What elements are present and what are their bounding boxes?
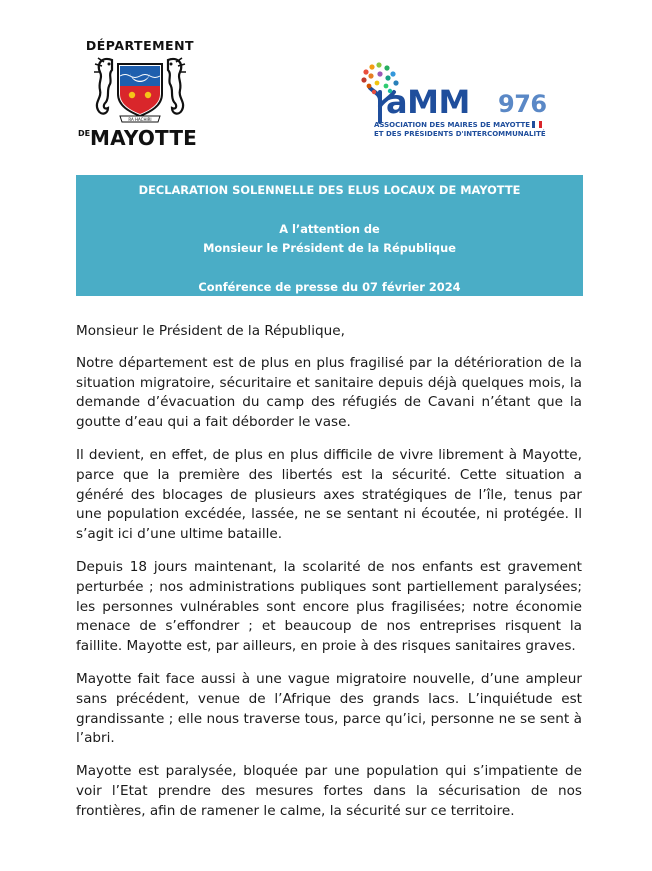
department-logo-prefix: DE [78, 129, 91, 138]
amm-subtitle-line1: ASSOCIATION DES MAIRES DE MAYOTTE [374, 121, 531, 129]
french-flag-icon [532, 121, 542, 128]
letter-salutation: Monsieur le Président de la République, [76, 323, 345, 339]
banner-title: DECLARATION SOLENNELLE DES ELUS LOCAUX DE MAYOTTE [138, 183, 521, 197]
department-logo-bottom [78, 126, 202, 150]
letter-paragraph: Il devient, en effet, de plus en plus difficile de vivre librement à Mayotte, parce que la première des libertés est la sécurité. Cette situation a généré des blocages de plusieurs axes stratégiques de l’île, tenus par une population excédée, lassée, ne se sentant ni écoutée, ni protégée. Il s’agit ici d’une ultime bataille. [76, 446, 582, 543]
mayotte-crest-icon [82, 52, 198, 124]
letter-paragraph: Mayotte fait face aussi à une vague migratoire nouvelle, d’une ampleur sans précédent, venue de l’Afrique des grands lacs. L’inquiétude est grandissante ; elle nous traverse tous, parce qu’ici, personne ne se sent à l’abri. [76, 670, 582, 747]
department-logo [78, 38, 202, 150]
declaration-banner [76, 175, 583, 296]
letter-paragraph: Mayotte est paralysée, bloquée par une population qui s’impatiente de voir l’Etat prendre des mesures fortes dans la sécurisation de nos frontières, afin de ramener le calme, la sécurité sur ce territoire. [76, 763, 582, 819]
letter-paragraph: Notre département est de plus en plus fragilisé par la détérioration de la situation migratoire, sécuritaire et sanitaire depuis déjà quelques mois, la demande d’évacuation du camp des réfugiés de Cavani n’étant que la goutte d’eau qui a fait déborder le vase. [76, 354, 582, 431]
banner-press-conference: Conférence de presse du 07 février 2024 [198, 280, 461, 294]
letter-body [76, 322, 582, 835]
letter-paragraph: Depuis 18 jours maintenant, la scolarité de nos enfants est gravement perturbée ; nos administrations publiques sont partiellement paralysées; les personnes vulnérables sont encore plus fragilisées; notre économie menace de s’effondrer ; et beaucoup de nos entreprises risquent la faillite. Mayotte est, par ailleurs, en proie à des risques sanitaires graves. [76, 558, 582, 655]
amm-subtitle [374, 121, 574, 138]
department-logo-top-text: DÉPARTEMENT [85, 38, 195, 53]
banner-attention-line2: Monsieur le Président de la République [203, 241, 456, 255]
amm-wordmark: aMM [386, 83, 470, 121]
amm-number: 976 [498, 90, 547, 118]
crest-ribbon-text: RA HACHIRI [128, 117, 152, 122]
banner-attention-line1: A l’attention de [279, 222, 380, 236]
amm976-logo [360, 62, 570, 157]
amm-subtitle-line2: ET DES PRÉSIDENTS D'INTERCOMMUNALITÉ [374, 129, 546, 138]
department-logo-name: MAYOTTE [90, 126, 198, 150]
